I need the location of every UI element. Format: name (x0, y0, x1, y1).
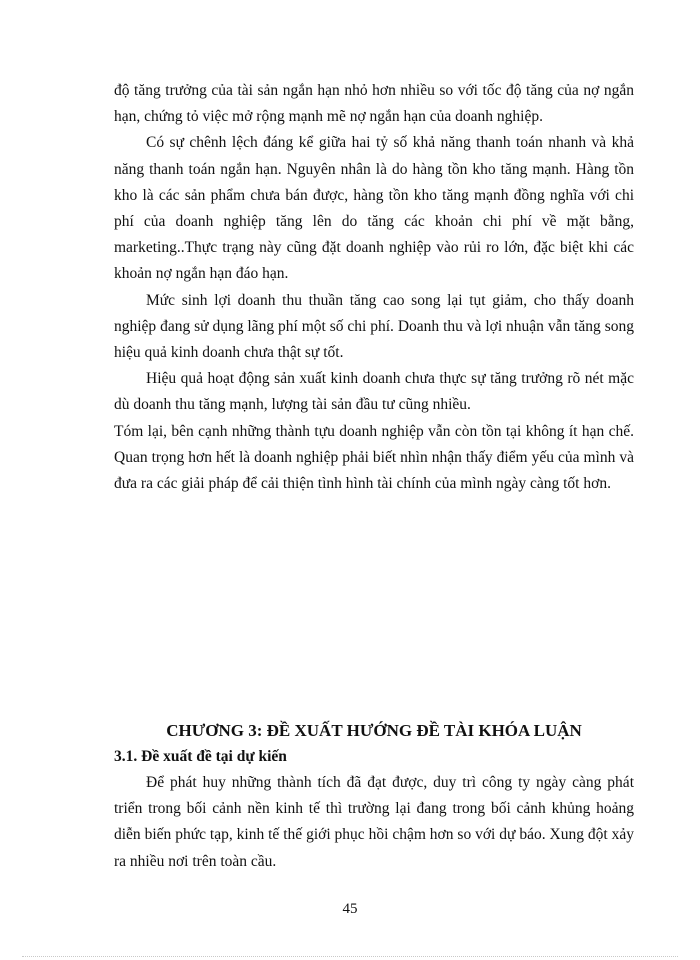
section-paragraph: Để phát huy những thành tích đã đạt được, duy trì công ty ngày càng phát triển trong bối cảnh nền kinh tế thì trường lại đang trong bối cảnh khủng hoảng diễn biến phức tạp, kinh tế thế giới phục hồi chậm hơn so với dự báo. Xung đột xảy ra nhiều nơi trên toàn cầu. (114, 774, 634, 870)
chapter-section (114, 718, 634, 875)
page-number: 45 (342, 901, 358, 917)
page-bottom-divider (22, 956, 678, 957)
paragraph-summary: Tóm lại, bên cạnh những thành tựu doanh nghiệp vẫn còn tồn tại không ít hạn chế. Quan trọng hơn hết là doanh nghiệp phải biết nhìn nhận thấy điểm yếu của mình và đưa ra các giải pháp để cải thiện tình hình tài chính của mình ngày càng tốt hơn. (114, 422, 634, 493)
body-text (114, 78, 634, 497)
paragraph-liquidity-ratios: Có sự chênh lệch đáng kể giữa hai tỷ số khả năng thanh toán nhanh và khả năng thanh toán ngắn hạn. Nguyên nhân là do hàng tồn kho tăng mạnh. Hàng tồn kho là các sản phẩm chưa bán được, hàng tồn kho tăng mạnh đồng nghĩa với chi phí của doanh nghiệp tăng lên do tăng các khoản chi phí về mặt bằng, marketing..Thực trạng này cũng đặt doanh nghiệp vào rủi ro lớn, đặc biệt khi các khoản nợ ngắn hạn đáo hạn. (114, 134, 634, 283)
paragraph-revenue-profitability: Mức sinh lợi doanh thu thuần tăng cao song lại tụt giảm, cho thấy doanh nghiệp đang sử dụng lãng phí một số chi phí. Doanh thu và lợi nhuận vẫn tăng song hiệu quả kinh doanh chưa thật sự tốt. (114, 291, 634, 362)
paragraph-business-efficiency: Hiệu quả hoạt động sản xuất kinh doanh chưa thực sự tăng trưởng rõ nét mặc dù doanh thu tăng mạnh, lượng tài sản đầu tư cũng nhiều. (114, 370, 634, 414)
paragraph-continuation: độ tăng trưởng của tài sản ngắn hạn nhỏ hơn nhiều so với tốc độ tăng của nợ ngắn hạn, chứng tỏ việc mở rộng mạnh mẽ nợ ngắn hạn của doanh nghiệp. (114, 82, 634, 126)
chapter-title: CHƯƠNG 3: ĐỀ XUẤT HƯỚNG ĐỀ TÀI KHÓA LUẬN (166, 721, 582, 740)
section-title: 3.1. Đề xuất đề tại dự kiến (114, 748, 287, 765)
